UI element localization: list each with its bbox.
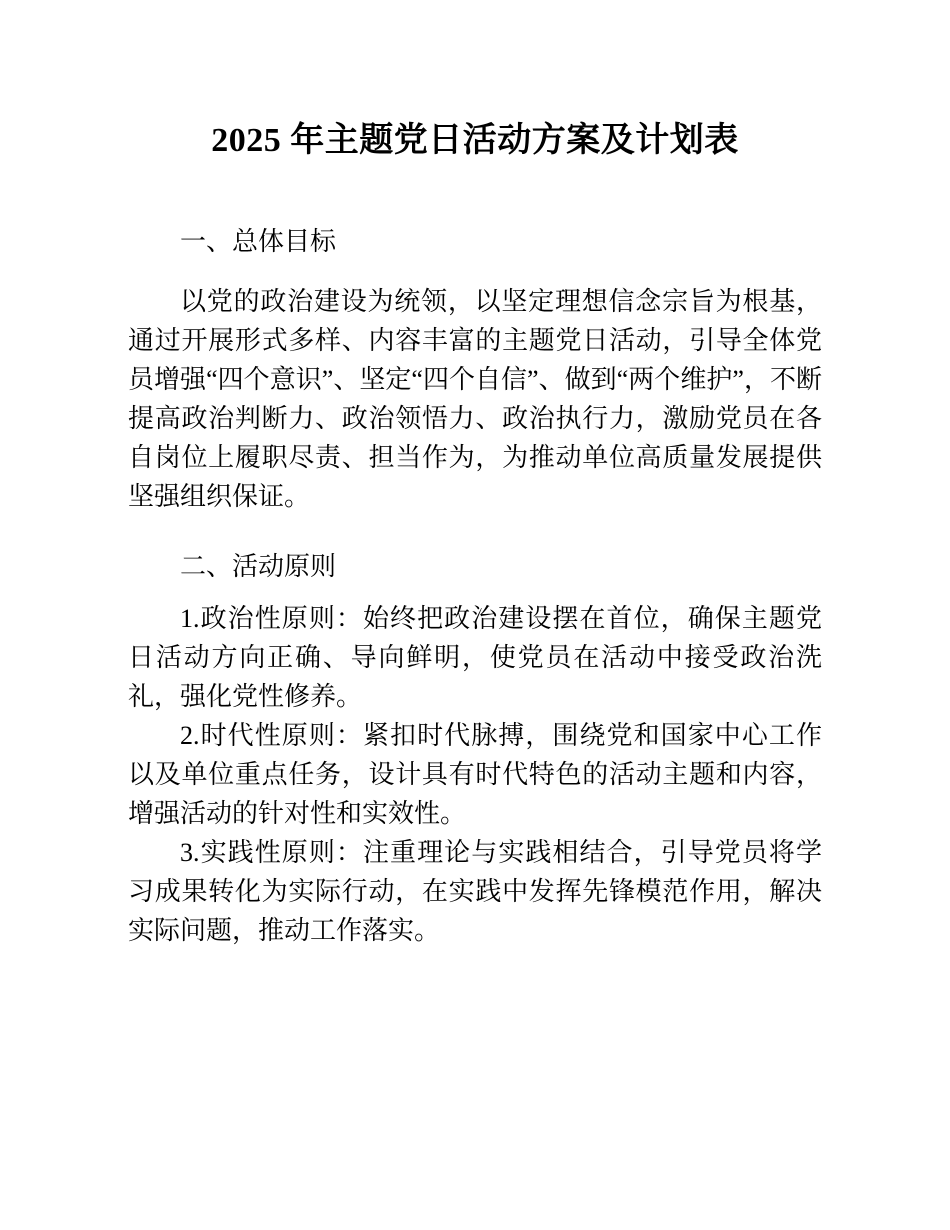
document-title: 2025 年主题党日活动方案及计划表 — [211, 122, 739, 159]
section-heading-activity-principles: 二、活动原则 — [180, 552, 337, 581]
paragraph-principle-political: 1.政治性原则：始终把政治建设摆在首位，确保主题党日活动方向正确、导向鲜明，使党员在活动中接受政治洗礼，强化党性修养。 — [128, 604, 822, 711]
paragraph-principle-era: 2.时代性原则：紧扣时代脉搏，围绕党和国家中心工作以及单位重点任务，设计具有时代特色的活动主题和内容，增强活动的针对性和实效性。 — [128, 721, 822, 828]
section-heading-overall-goal: 一、总体目标 — [180, 227, 337, 256]
paragraph-overall-goal: 以党的政治建设为统领，以坚定理想信念宗旨为根基，通过开展形式多样、内容丰富的主题党日活动，引导全体党员增强“四个意识”、坚定“四个自信”、做到“两个维护”，不断提高政治判断力、政治领悟力、政治执行力，激励党员在各自岗位上履职尽责、担当作为，为推动单位高质量发展提供坚强组织保证。 — [128, 287, 822, 511]
paragraph-principle-practice: 3.实践性原则：注重理论与实践相结合，引导党员将学习成果转化为实际行动，在实践中发挥先锋模范作用，解决实际问题，推动工作落实。 — [128, 838, 822, 945]
